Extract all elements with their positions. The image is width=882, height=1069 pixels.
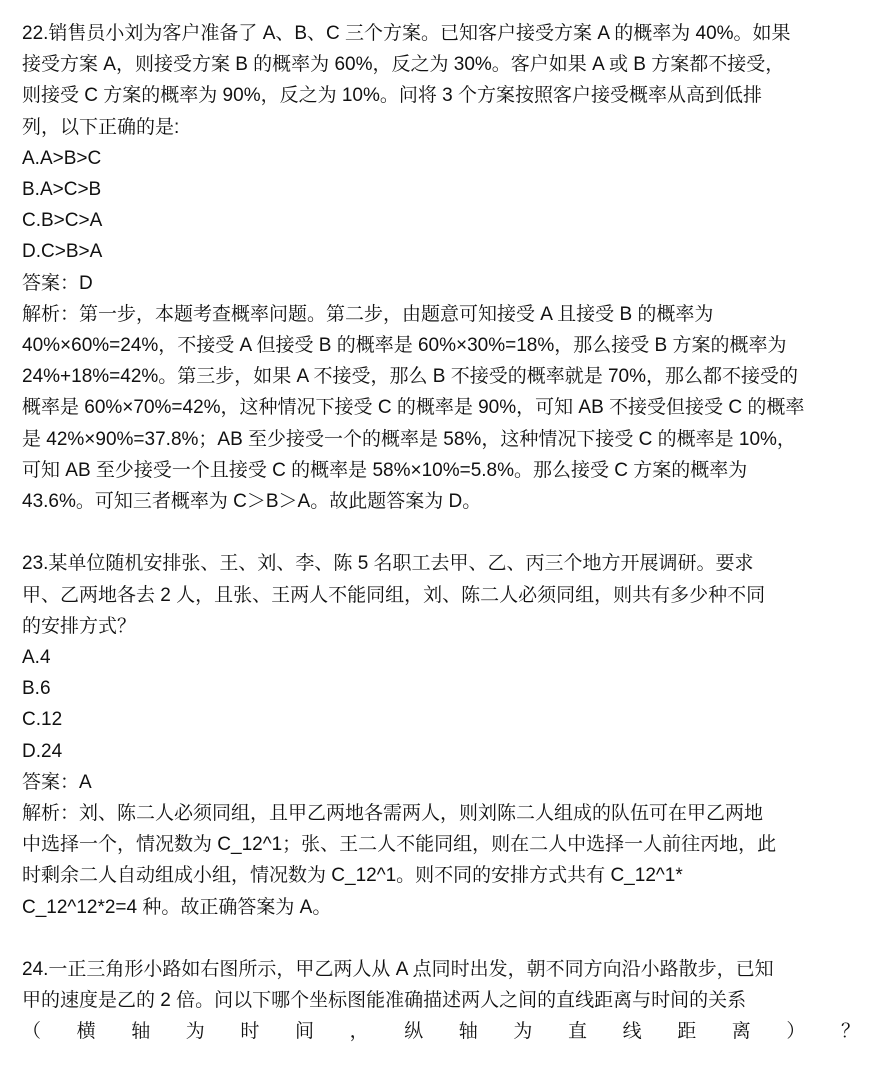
question-23-option-a: A.4 <box>22 647 51 669</box>
question-23-option-c: C.12 <box>22 709 63 731</box>
question-23-analysis-line: 中选择一个，情况数为 C_12^1；张、王二人不能同组，则在二人中选择一人前往丙地，此 <box>22 834 777 856</box>
question-23-stem-line: 23.某单位随机安排张、王、刘、李、陈 5 名职工去甲、乙、丙三个地方开展调研。要求 <box>22 553 754 575</box>
question-22-analysis-line: 概率是 60%×70%=42%，这种情况下接受 C 的概率是 90%，可知 AB 不接受但接受 C 的概率 <box>22 397 805 419</box>
question-22-stem-line: 则接受 C 方案的概率为 90%，反之为 10%。问将 3 个方案按照客户接受概率从高到低排 <box>22 85 763 107</box>
question-23-option-d: D.24 <box>22 740 63 762</box>
question-22-analysis-line: 可知 AB 至少接受一个且接受 C 的概率是 58%×10%=5.8%。那么接受 C 方案的概率为 <box>22 459 748 481</box>
question-23 <box>22 548 860 922</box>
question-23-analysis-line: C_12^12*2=4 种。故正确答案为 A。 <box>22 896 332 918</box>
question-22-option-a: A.A>B>C <box>22 147 102 169</box>
question-22-analysis-line: 43.6%。可知三者概率为 C＞B＞A。故此题答案为 D。 <box>22 491 482 513</box>
question-22-option-c: C.B>C>A <box>22 210 103 232</box>
question-22-stem-line: 列，以下正确的是: <box>22 116 180 138</box>
question-23-answer: 答案：A <box>22 771 92 793</box>
question-22-answer: 答案：D <box>22 272 93 294</box>
question-22-analysis-line: 24%+18%=42%。第三步，如果 A 不接受，那么 B 不接受的概率就是 70%，那么都不接受的 <box>22 366 798 388</box>
question-23-stem-line: 的安排方式？ <box>22 615 137 637</box>
question-24 <box>22 954 860 1048</box>
paragraph-gap <box>22 923 860 954</box>
question-23-option-b: B.6 <box>22 678 51 700</box>
question-24-stem-line: （ 横 轴 为 时 间 ， 纵 轴 为 直 线 距 离 ） ？ <box>22 1021 860 1043</box>
document-page <box>22 18 860 1048</box>
question-22-stem-line: 22.销售员小刘为客户准备了 A、B、C 三个方案。已知客户接受方案 A 的概率为 40%。如果 <box>22 23 791 44</box>
paragraph-gap <box>22 517 860 548</box>
question-22-analysis-line: 解析：第一步，本题考查概率问题。第二步，由题意可知接受 A 且接受 B 的概率为 <box>22 303 714 325</box>
question-23-stem-line: 甲、乙两地各去 2 人，且张、王两人不能同组，刘、陈二人必须同组，则共有多少种不同 <box>22 584 766 606</box>
question-22-option-d: D.C>B>A <box>22 241 103 263</box>
question-23-analysis-line: 解析：刘、陈二人必须同组，且甲乙两地各需两人，则刘陈二人组成的队伍可在甲乙两地 <box>22 803 764 825</box>
question-22-analysis-line: 是 42%×90%=37.8%；AB 至少接受一个的概率是 58%，这种情况下接受 C 的概率是 10%， <box>22 428 796 450</box>
question-23-analysis-line: 时剩余二人自动组成小组，情况数为 C_12^1。则不同的安排方式共有 C_12^1* <box>22 865 683 887</box>
question-22-analysis-line: 40%×60%=24%，不接受 A 但接受 B 的概率是 60%×30%=18%，那么接受 B 方案的概率为 <box>22 335 787 357</box>
question-24-stem-line: 24.一正三角形小路如右图所示，甲乙两人从 A 点同时出发，朝不同方向沿小路散步，已知 <box>22 959 774 981</box>
question-22-stem-line: 接受方案 A，则接受方案 B 的概率为 60%，反之为 30%。客户如果 A 或 B 方案都不接受， <box>22 54 785 76</box>
question-24-stem-line: 甲的速度是乙的 2 倍。问以下哪个坐标图能准确描述两人之间的直线距离与时间的关系 <box>22 990 747 1012</box>
question-22-option-b: B.A>C>B <box>22 179 102 201</box>
question-22 <box>22 18 860 517</box>
